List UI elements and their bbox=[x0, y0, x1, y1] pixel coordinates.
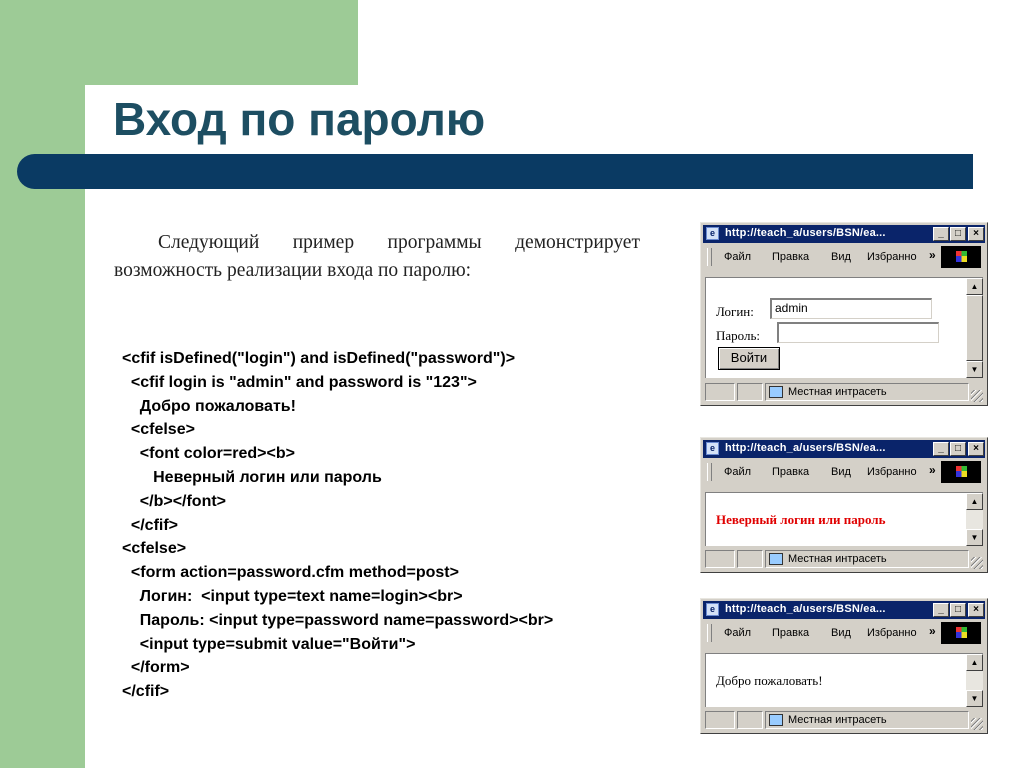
resize-grip-icon[interactable] bbox=[971, 390, 983, 402]
welcome-message: Добро пожаловать! bbox=[716, 673, 823, 688]
browser-window-error bbox=[700, 437, 988, 573]
status-zone bbox=[765, 383, 969, 401]
code-line: <cfelse> bbox=[122, 421, 195, 439]
scroll-down-icon[interactable]: ▼ bbox=[966, 529, 983, 546]
toolbar-grip bbox=[707, 248, 712, 266]
close-button[interactable]: × bbox=[968, 603, 984, 617]
menu-favorites[interactable]: Избранно bbox=[867, 466, 917, 478]
status-segment bbox=[705, 383, 735, 401]
menu-edit[interactable]: Правка bbox=[772, 627, 810, 639]
close-button[interactable]: × bbox=[968, 227, 984, 241]
minimize-button[interactable]: _ bbox=[933, 603, 949, 617]
minimize-button[interactable]: _ bbox=[933, 227, 949, 241]
code-line: <cfif login is "admin" and password is "123"> bbox=[122, 373, 477, 391]
code-line: Пароль: <input type=password name=password><br> bbox=[122, 611, 554, 629]
status-segment bbox=[737, 550, 763, 568]
close-button[interactable]: × bbox=[968, 442, 984, 456]
error-message: Неверный логин или пароль bbox=[716, 512, 886, 527]
code-line: </cfif> bbox=[122, 516, 179, 534]
page-content bbox=[705, 492, 983, 546]
menu-view[interactable]: Вид bbox=[831, 466, 851, 478]
menu-bar bbox=[705, 246, 983, 268]
code-line: <cfelse> bbox=[122, 540, 187, 558]
menu-chevron-icon[interactable]: » bbox=[929, 624, 936, 638]
title-underline-band bbox=[17, 154, 973, 189]
status-bar bbox=[705, 549, 983, 569]
vertical-scrollbar[interactable] bbox=[966, 654, 983, 707]
windows-logo-icon bbox=[941, 246, 981, 268]
menu-file[interactable]: Файл bbox=[724, 251, 752, 263]
menu-chevron-icon[interactable]: » bbox=[929, 248, 936, 262]
menu-view[interactable]: Вид bbox=[831, 251, 851, 263]
login-input[interactable]: admin bbox=[770, 298, 932, 319]
windows-logo-icon bbox=[941, 461, 981, 483]
code-line: </cfif> bbox=[122, 683, 170, 701]
intranet-icon bbox=[769, 553, 783, 565]
menu-edit[interactable]: Правка bbox=[772, 466, 810, 478]
top-green-block bbox=[85, 0, 358, 85]
status-segment bbox=[737, 711, 763, 729]
windows-logo-icon bbox=[941, 622, 981, 644]
toolbar-grip bbox=[707, 463, 712, 481]
menu-view[interactable]: Вид bbox=[831, 627, 851, 639]
minimize-button[interactable]: _ bbox=[933, 442, 949, 456]
status-zone-label: Местная интрасеть bbox=[788, 386, 887, 398]
browser-window-welcome bbox=[700, 598, 988, 734]
status-zone bbox=[765, 711, 969, 729]
ie-icon: e bbox=[706, 227, 719, 240]
resize-grip-icon[interactable] bbox=[971, 557, 983, 569]
password-label: Пароль: bbox=[716, 328, 761, 343]
status-segment bbox=[737, 383, 763, 401]
ie-icon: e bbox=[706, 603, 719, 616]
submit-button[interactable]: Войти bbox=[718, 347, 780, 370]
scroll-down-icon[interactable]: ▼ bbox=[966, 690, 983, 707]
status-segment bbox=[705, 550, 735, 568]
status-bar bbox=[705, 382, 983, 402]
scroll-up-icon[interactable]: ▲ bbox=[966, 654, 983, 671]
vertical-scrollbar[interactable] bbox=[966, 493, 983, 546]
code-line: Логин: <input type=text name=login><br> bbox=[122, 587, 463, 605]
maximize-button[interactable]: □ bbox=[950, 227, 966, 241]
menu-bar bbox=[705, 622, 983, 644]
intranet-icon bbox=[769, 386, 783, 398]
menu-chevron-icon[interactable]: » bbox=[929, 463, 936, 477]
left-green-bar bbox=[0, 0, 85, 768]
menu-favorites[interactable]: Избранно bbox=[867, 251, 917, 263]
page-content bbox=[705, 653, 983, 707]
vertical-scrollbar[interactable] bbox=[966, 278, 983, 378]
browser-window-login bbox=[700, 222, 988, 406]
ie-icon: e bbox=[706, 442, 719, 455]
page-content bbox=[705, 277, 983, 378]
status-segment bbox=[705, 711, 735, 729]
window-title: http://teach_a/users/BSN/ea... bbox=[725, 442, 886, 454]
scroll-thumb[interactable] bbox=[966, 295, 983, 361]
intro-paragraph: Следующий пример программы демонстрирует возможность реализации входа по паролю: bbox=[114, 232, 640, 281]
code-listing bbox=[122, 347, 553, 704]
menu-edit[interactable]: Правка bbox=[772, 251, 810, 263]
menu-bar bbox=[705, 461, 983, 483]
menu-file[interactable]: Файл bbox=[724, 466, 752, 478]
window-title: http://teach_a/users/BSN/ea... bbox=[725, 227, 886, 239]
scroll-up-icon[interactable]: ▲ bbox=[966, 278, 983, 295]
code-line: Добро пожаловать! bbox=[122, 397, 296, 415]
code-line: </form> bbox=[122, 659, 190, 677]
status-zone bbox=[765, 550, 969, 568]
code-line: <cfif isDefined("login") and isDefined("password")> bbox=[122, 350, 516, 367]
code-line: </b></font> bbox=[122, 492, 227, 510]
status-zone-label: Местная интрасеть bbox=[788, 714, 887, 726]
resize-grip-icon[interactable] bbox=[971, 718, 983, 730]
password-input[interactable] bbox=[777, 322, 939, 343]
status-zone-label: Местная интрасеть bbox=[788, 553, 887, 565]
code-line: <font color=red><b> bbox=[122, 445, 295, 463]
menu-file[interactable]: Файл bbox=[724, 627, 752, 639]
login-label: Логин: bbox=[716, 304, 754, 319]
slide-title: Вход по паролю bbox=[113, 93, 486, 145]
scroll-up-icon[interactable]: ▲ bbox=[966, 493, 983, 510]
menu-favorites[interactable]: Избранно bbox=[867, 627, 917, 639]
window-title: http://teach_a/users/BSN/ea... bbox=[725, 603, 886, 615]
title-bar bbox=[703, 440, 985, 458]
status-bar bbox=[705, 710, 983, 730]
maximize-button[interactable]: □ bbox=[950, 442, 966, 456]
toolbar-grip bbox=[707, 624, 712, 642]
title-bar bbox=[703, 601, 985, 619]
maximize-button[interactable]: □ bbox=[950, 603, 966, 617]
title-bar bbox=[703, 225, 985, 243]
code-line: <input type=submit value="Войти"> bbox=[122, 635, 416, 653]
code-line: Неверный логин или пароль bbox=[122, 468, 382, 486]
intranet-icon bbox=[769, 714, 783, 726]
code-line: <form action=password.cfm method=post> bbox=[122, 564, 459, 582]
scroll-down-icon[interactable]: ▼ bbox=[966, 361, 983, 378]
